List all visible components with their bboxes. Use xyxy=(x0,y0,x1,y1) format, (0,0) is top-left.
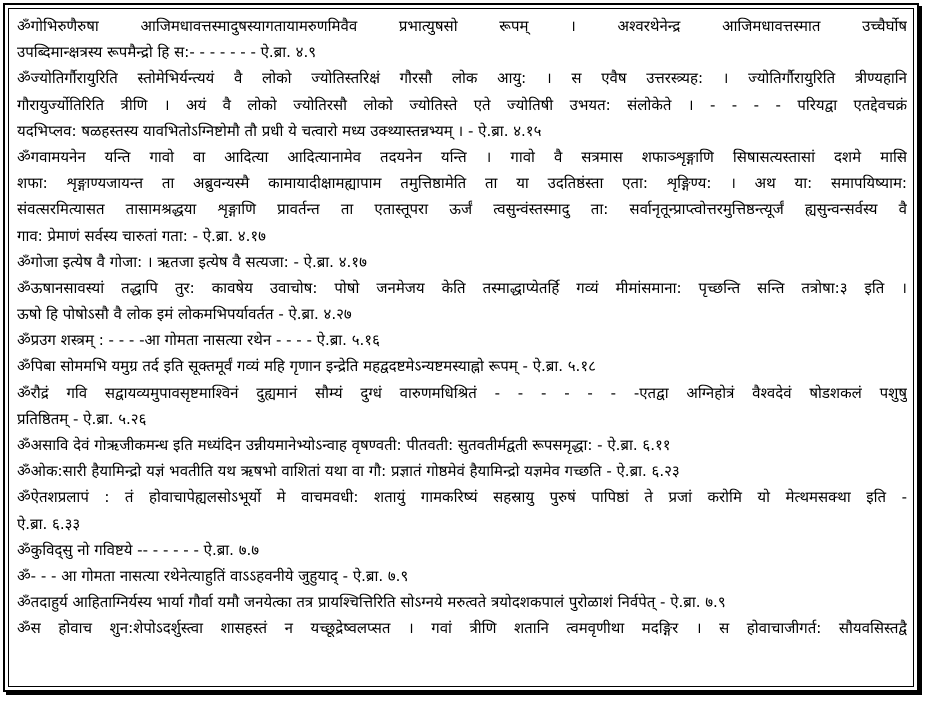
text-line: गाव: प्रेमाणं सर्वस्य चारुतां गता: - ऐ.ब्रा. ४.१७ xyxy=(17,226,266,245)
text-line: गौरायुर्ज्योतिरिति त्रीणि । अयं वै लोको ज्योतिरसौ लोको ज्योतिस्ते एते ज्योतिषी उभयत: संलोकेते । - - - - परियद्वा एतद्देवचक्रं xyxy=(17,95,907,114)
text-line: ॐतदाहुर्य आहिताग्निर्यस्य भार्या गौर्वा यमौ जनयेत्का तत्र प्रायश्चित्तिरिति सोऽग्नये मरुत्वते त्रयोदशकपालं पुरोळाशं निर्वपेत् - ऐ.ब्रा. ७.९ xyxy=(17,593,726,612)
text-line: ॐस होवाच शुन:शेपोऽदर्शुस्त्वा शासहस्तं न यच्छूद्रेष्वलप्सत । गवां त्रीणि शतानि त्वमवृणीथा मदङ्गिर । स होवाचाजीगर्त: सौयवसिस्तद्वै xyxy=(17,619,907,638)
text-line: ऐ.ब्रा. ६.३३ xyxy=(17,514,81,533)
page-border xyxy=(3,3,919,692)
text-line: संवत्सरमित्यासत तासामश्रद्धया शृङ्गाणि प्रावर्तन्त ता एतास्तूपरा ऊर्जं त्वसुन्वंस्तस्मादु ता: सर्वानृतून्प्राप्त्वोत्तरमुत्तिष्ठन्त्यूर्जं ह्यसुन्वन्सर्वस्य वै xyxy=(17,200,907,219)
text-line: ॐऐतशप्रलापं : तं होवाचापेह्यलसोऽभूर्यो मे वाचमवधी: शतायुं गामकरिष्यं सहस्रायु पुरुषं पापिष्ठां ते प्रजां करोमि यो मेत्थमसक्था इति - xyxy=(17,488,907,507)
text-line: ॐरौद्रं गवि सद्वायव्यमुपावसृष्टमाश्विनं दुह्यमानं सौम्यं दुग्धं वारुणमधिश्रितं - - - - - - -एतद्वा अग्निहोत्रं वैश्वदेवं षोडशकलं पशुषु xyxy=(17,383,907,402)
text-line: ॐगोजा इत्येष वै गोजा: । ऋतजा इत्येष वै सत्यजा: - ऐ.ब्रा. ४.१७ xyxy=(17,252,367,271)
text-line: ऊषो हि पोषोऽसौ वै लोक इमं लोकमभिपर्यावर्तत - ऐ.ब्रा. ४.२७ xyxy=(17,305,352,324)
text-line: शफा: शृङ्गाण्यजायन्त ता अब्रुवन्यस्मै कामायादीक्षामह्यापाम तमुत्तिष्ठामेति ता या उदतिष्ठंस्ता एता: शृङ्गिण्य: । अथ या: समापयिष्याम: xyxy=(17,174,907,193)
text-line: ॐपिबा सोममभि यमुग्र तर्द इति सूक्तमूर्वं गव्यं महि गृणान इन्द्रेति महद्वदष्टमेऽन्यष्टमस्याह्नो रूपम् - ऐ.ब्रा. ५.१८ xyxy=(17,357,596,376)
text-line: प्रतिष्ठितम् - ऐ.ब्रा. ५.२६ xyxy=(17,409,147,428)
text-line: यदभिप्लव: षळहस्तस्य यावभितोऽग्निष्टोमौ तौ प्रधी ये चत्वारो मध्य उक्थ्यास्तन्नभ्यम् । - ऐ.ब्रा. ४.१५ xyxy=(17,121,542,140)
text-line: उपब्दिमान्क्षत्रस्य रूपमैन्द्रो हि स:- - - - - - - ऐ.ब्रा. ४.९ xyxy=(17,43,317,62)
text-line: ॐओक:सारी हैयामिन्द्रो यज्ञं भवतीति यथ ऋषभो वाशितां यथा वा गौ: प्रज्ञातं गोष्ठमेवं हैयामिन्द्रो यज्ञमेव गच्छति - ऐ.ब्रा. ६.२३ xyxy=(17,462,680,481)
text-line: ॐकुविद्सु नो गविष्टये -- - - - - - ऐ.ब्रा. ७.७ xyxy=(17,540,260,559)
text-line: ॐऊषानसावस्यां तद्धापि तुर: कावषेय उवाचोष: पोषो जनमेजय केति तस्माद्धाप्येतर्हि गव्यं मीमांसमाना: पृच्छन्ति सन्ति तत्रोषा:३ इति । xyxy=(17,278,907,297)
text-line: ॐगोभिरुणैरुषा आजिमधावत्तस्मादुषस्यागतायामरुणमिवैव प्रभात्युषसो रूपम् । अश्वरथेनेन्द्र आजिमधावत्तस्मात उच्चैर्घोष xyxy=(17,17,907,35)
text-line: ॐ- - - आ गोमता नासत्या रथेनेत्याहुतिं वाऽऽहवनीये जुहुयाद् - ऐ.ब्रा. ७.९ xyxy=(17,566,409,585)
text-line: ॐगवामयनेन यन्ति गावो वा आदित्या आदित्यानामेव तदयनेन यन्ति । गावो वै सत्रमास शफाञ्शृङ्गाणि सिषासत्यस्तासां दशमे मासि xyxy=(17,147,907,166)
text-line: ॐअसावि देवं गोऋजीकमन्ध इति मध्यंदिन उन्नीयमानेभ्योऽन्वाह वृषण्वती: पीतवती: सुतवतीर्मद्वती रूपसमृद्धा: - ऐ.ब्रा. ६.११ xyxy=(17,436,671,454)
text-line: ॐप्रउग शस्त्रम् : - - - -आ गोमता नासत्या रथेन - - - - ऐ.ब्रा. ५.१६ xyxy=(17,331,380,350)
text-line: ॐज्योतिर्गौरायुरिति स्तोमेभिर्यन्त्ययं वै लोको ज्योतिस्तरिक्षं गौरसौ लोक आयु: । स एवैष उत्तरस्त्र्यह: । ज्योतिर्गौरायुरिति त्रीण्यहानि xyxy=(17,69,907,88)
document-text-block xyxy=(8,8,914,687)
